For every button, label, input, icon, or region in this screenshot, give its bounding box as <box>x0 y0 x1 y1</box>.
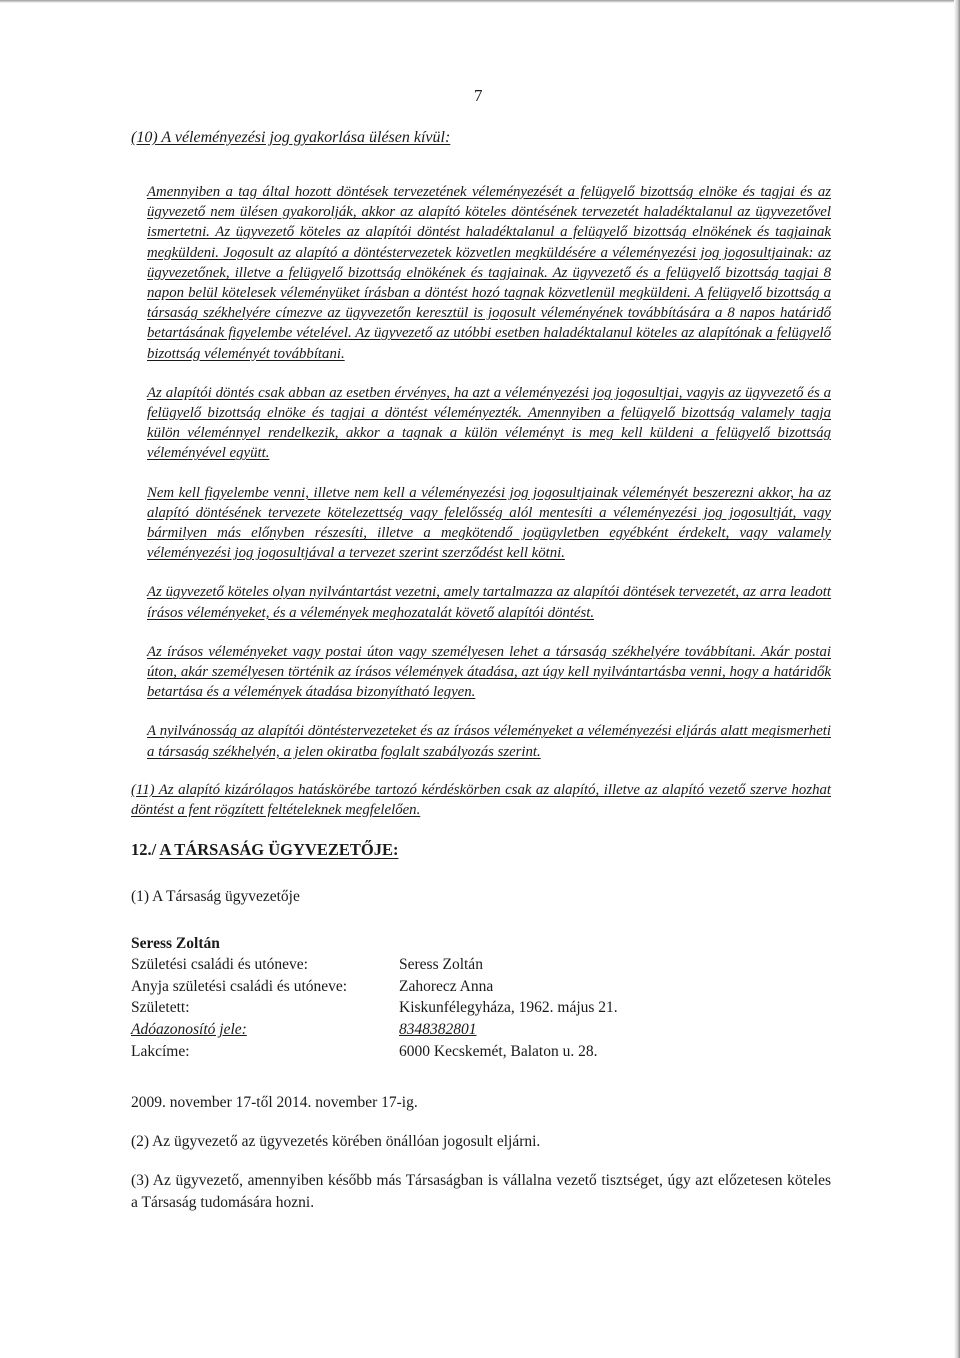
detail-value: Zahorecz Anna <box>399 977 494 995</box>
detail-label: Lakcíme: <box>131 1042 190 1060</box>
section-10-paragraph: Az írásos véleményeket vagy postai úton vagy személyesen lehet a társaság székhelyére továbbítani. Akár postai úton, akár személyesen történik az írásos vélemények átadása, azt úgy kell nyilvántartásba venni, hogy a határidők betartása és a vélemények átadása bizonyítható legyen. <box>147 643 831 701</box>
scan-right-edge <box>954 0 960 1358</box>
section-10-paragraph: Nem kell figyelembe venni, illetve nem kell a véleményezési jog jogosultjainak véleményét beszerezni akkor, ha az alapító döntésének tervezete kötelezettség vagy felelősség alól mentesíti a véleményezési jog jogosultját, vagy bármilyen más előnyben részesíti, illetve a megkötendő jogügyletben egyébként érdekelt, vagy valamely véleményezési jog jogosultjával a tervezet szerint szerződést kell kötni. <box>147 484 831 562</box>
section-10-paragraph: Amennyiben a tag által hozott döntések tervezetének véleményezését a felügyelő bizottság elnöke és tagjai és az ügyvezető nem ülésen gyakorolják, akkor az alapító köteles döntésének tervezetét haladéktalanul az ügyvezetővel ismertetni. Az ügyvezető köteles az alapítói döntést haladéktalanul a felügyelő bizottság elnökének és tagjainak megküldeni. Jogosult az alapító a döntéstervezetek közvetlen megküldésére a véleményezési jog jogosultjainak: az ügyvezetőnek, illetve a felügyelő bizottság elnökének és tagjainak. Az ügyvezető és a felügyelő bizottság tagjai 8 napon belül kötelesek véleményüket írásban a döntést hozó tagnak közvetlenül megküldeni. A felügyelő bizottság a társaság székhelyére címezve az ügyvezetőn keresztül is jogosult véleményének továbbítására a 8 napos határidő betartásának figyelembe vételével. Az ügyvezető az utóbbi esetben haladéktalanul köteles az alapítónak a felügyelő bizottság véleményét továbbítani. <box>147 184 831 362</box>
scan-top-edge <box>0 0 960 3</box>
section-10-heading: (10) A véleményezési jog gyakorlása ülésen kívül: <box>131 129 451 146</box>
detail-value: 8348382801 <box>399 1021 477 1039</box>
section-10-paragraph: Az ügyvezető köteles olyan nyilvántartást vezetni, amely tartalmazza az alapítói döntések tervezetét, az arra leadott írásos véleményeket, és a vélemények meghozatalát követő alapítói döntést. <box>147 584 831 621</box>
section-11-paragraph: (11) Az alapító kizárólagos hatáskörébe tartozó kérdéskörben csak az alapító, illetve az alapító vezető szerve hozhat döntést a fent rögzített feltételeknek megfelelően. <box>131 781 831 819</box>
section-12-paragraph-2: (2) Az ügyvezető az ügyvezetés körében önállóan jogosult eljárni. <box>131 1133 541 1151</box>
section-10-paragraph: Az alapítói döntés csak abban az esetben érvényes, ha azt a véleményezési jog jogosultjai, vagyis az ügyvezető és a felügyelő bizottság elnöke és tagjai a döntést véleményezték. Amennyiben a felügyelő bizottság valamely tagja külön véleménnyel rendelkezik, akkor a tagnak a külön véleményt is meg kell küldeni a felügyelő bizottság véleményével együtt. <box>147 384 831 462</box>
detail-value: 6000 Kecskemét, Balaton u. 28. <box>399 1042 598 1060</box>
detail-label: Született: <box>131 999 190 1017</box>
section-12-title-text: A TÁRSASÁG ÜGYVEZETŐJE: <box>159 840 399 860</box>
detail-value: Seress Zoltán <box>399 956 483 974</box>
manager-name: Seress Zoltán <box>131 935 220 953</box>
detail-label: Anyja születési családi és utóneve: <box>131 977 348 995</box>
section-12-intro: (1) A Társaság ügyvezetője <box>131 888 300 906</box>
mandate-term: 2009. november 17-től 2014. november 17-ig. <box>131 1094 418 1112</box>
section-10-paragraph: A nyilvánosság az alapítói döntéstervezeteket és az írásos véleményeket a véleményezési eljárás alatt megismerheti a társaság székhelyén, a jelen okiratba foglalt szabályozás szerint. <box>147 723 831 760</box>
detail-label: Adóazonosító jele: <box>131 1021 247 1039</box>
document-body <box>131 128 831 1214</box>
page-number: 7 <box>474 86 483 105</box>
detail-label: Születési családi és utóneve: <box>131 956 308 974</box>
section-12-paragraph-3: (3) Az ügyvezető, amennyiben később más Társaságban is vállalna vezető tisztséget, úgy azt előzetesen köteles a Társaság tudomására hozni. <box>131 1172 831 1212</box>
manager-details <box>131 954 831 1062</box>
section-12-number: 12./ <box>131 840 160 860</box>
detail-value: Kiskunfélegyháza, 1962. május 21. <box>399 999 618 1017</box>
section-12-title <box>131 840 831 860</box>
